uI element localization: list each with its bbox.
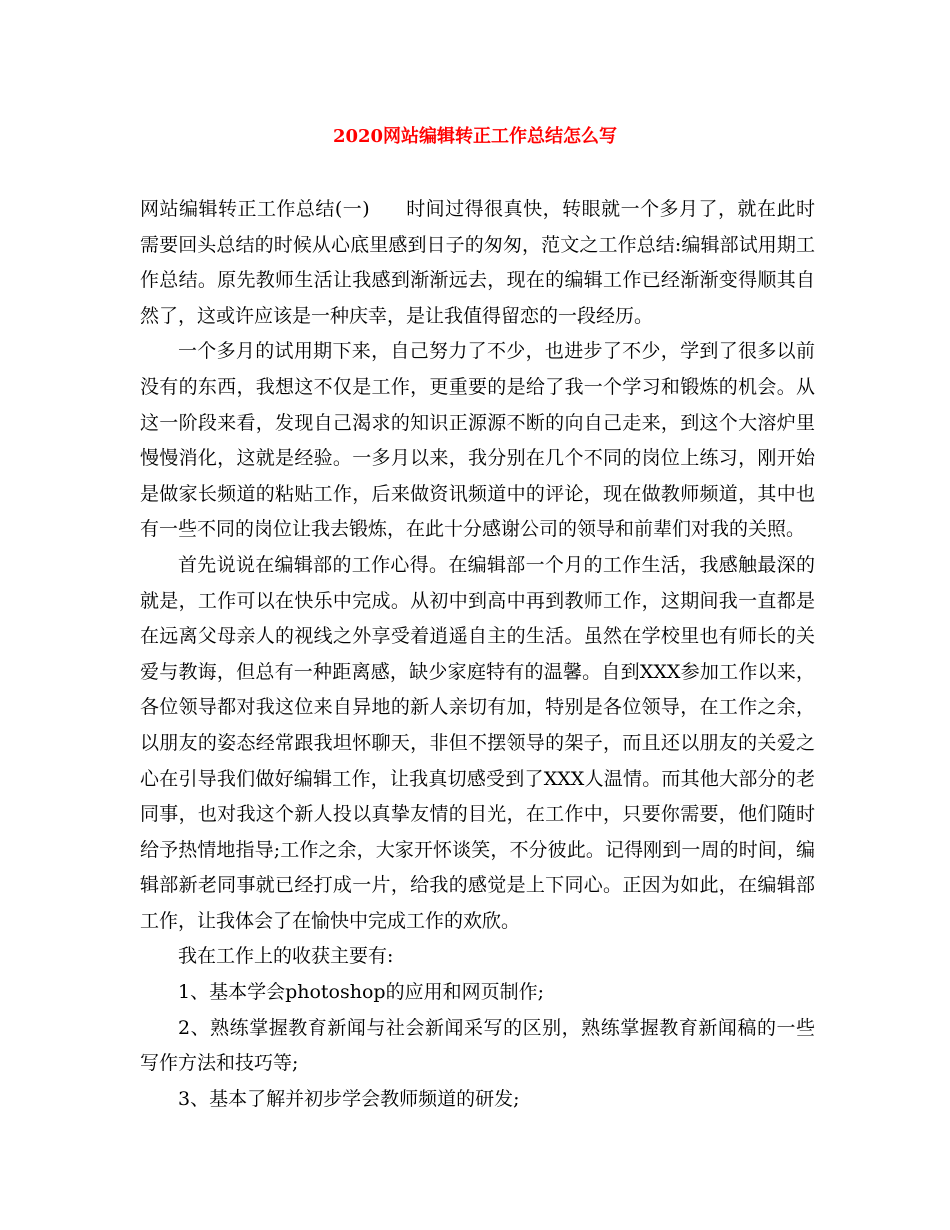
document-title: 2020网站编辑转正工作总结怎么写 bbox=[332, 126, 618, 147]
list-item: 1、基本学会photoshop的应用和网页制作; bbox=[178, 981, 544, 1004]
paragraph-intro bbox=[140, 192, 815, 334]
paragraph: 我在工作上的收获主要有: bbox=[178, 945, 394, 968]
list-item: 3、基本了解并初步学会教师频道的研发; bbox=[178, 1087, 520, 1110]
paragraph: 一个多月的试用期下来，自己努力了不少，也进步了不少，学到了很多以前没有的东西，我想这不仅是工作，更重要的是给了我一个学习和锻炼的机会。从这一阶段来看，发现自己渴求的知识正源源不断的向自己走来，到这个大溶炉里慢慢消化，这就是经验。一多月以来，我分别在几个不同的岗位上练习，刚开始是做家长频道的粘贴工作，后来做资讯频道中的评论，现在做教师频道，其中也有一些不同的岗位让我去锻炼，在此十分感谢公司的领导和前辈们对我的关照。 bbox=[140, 340, 815, 541]
intro-heading: 网站编辑转正工作总结(一) bbox=[140, 198, 370, 220]
intro-text: 时间过得很真快，转眼就一个多月了，就在此时需要回头总结的时候从心底里感到日子的匆匆，范文之工作总结:编辑部试用期工作总结。原先教师生活让我感到渐渐远去，现在的编辑工作已经渐渐变得顺其自然了，这或许应该是一种庆幸，是让我值得留恋的一段经历。 bbox=[140, 198, 815, 327]
document-body bbox=[140, 192, 815, 1117]
paragraph: 首先说说在编辑部的工作心得。在编辑部一个月的工作生活，我感触最深的就是，工作可以在快乐中完成。从初中到高中再到教师工作，这期间我一直都是在远离父母亲人的视线之外享受着逍遥自主的生活。虽然在学校里也有师长的关爱与教诲，但总有一种距离感，缺少家庭特有的温馨。自到XXX参加工作以来，各位领导都对我这位来自异地的新人亲切有加，特别是各位领导，在工作之余，以朋友的姿态经常跟我坦怀聊天，非但不摆领导的架子，而且还以朋友的关爱之心在引导我们做好编辑工作，让我真切感受到了XXX人温情。而其他大部分的老同事，也对我这个新人投以真挚友情的目光，在工作中，只要你需要，他们随时给予热情地指导;工作之余，大家开怀谈笑，不分彼此。记得刚到一周的时间，编辑部新老同事就已经打成一片，给我的感觉是上下同心。正因为如此，在编辑部工作，让我体会了在愉快中完成工作的欢欣。 bbox=[140, 553, 815, 932]
list-item: 2、熟练掌握教育新闻与社会新闻采写的区别，熟练掌握教育新闻稿的一些写作方法和技巧等; bbox=[140, 1016, 815, 1075]
